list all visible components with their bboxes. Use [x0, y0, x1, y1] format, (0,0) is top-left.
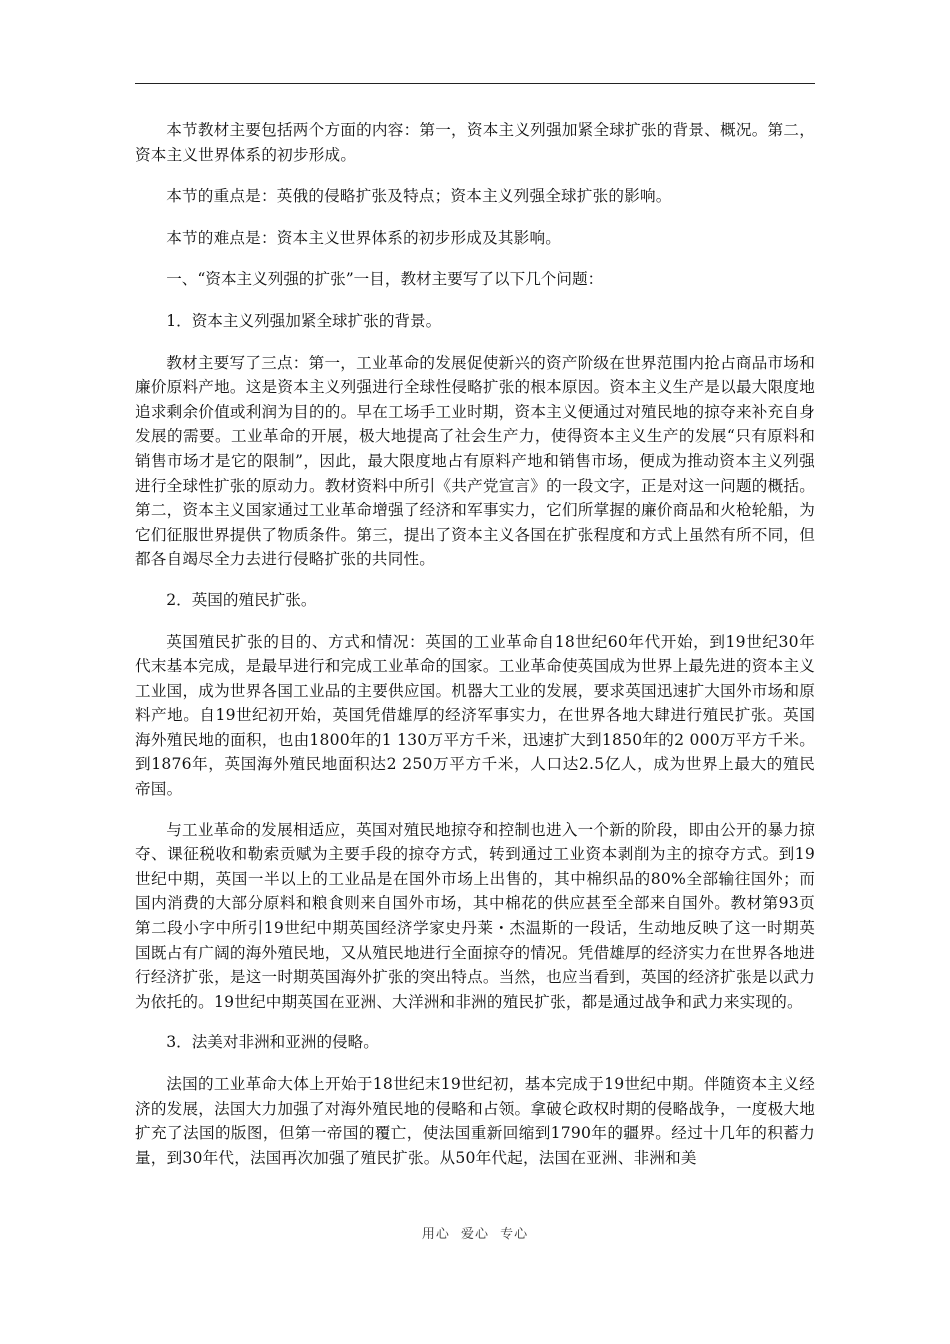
subheading-background: 1．资本主义列强加紧全球扩张的背景。 [166, 311, 442, 330]
intro-paragraph: 本节教材主要包括两个方面的内容：第一，资本主义列强加紧全球扩张的背景、概况。第二，资本主义世界体系的初步形成。 [135, 121, 815, 164]
background-paragraph: 教材主要写了三点：第一，工业革命的发展促使新兴的资产阶级在世界范围内抢占商品市场和廉价原料产地。这是资本主义列强进行全球性侵略扩张的根本原因。资本主义生产是以最大限度地追求剩余价值或利润为目的的。早在工场手工业时期，资本主义便通过对殖民地的掠夺来补充自身发展的需要。工业革命的开展，极大地提高了社会生产力，使得资本主义生产的发展“只有原料和销售市场才是它的限制”，因此，最大限度地占有原料产地和销售市场，便成为推动资本主义列强进行全球性扩张的原动力。教材资料中所引《共产党宣言》的一段文字，正是对这一问题的概括。第二，资本主义国家通过工业革命增强了经济和军事实力，它们所掌握的廉价商品和火枪轮船，为它们征服世界提供了物质条件。第三，提出了资本主义各国在扩张程度和方式上虽然有所不同，但都各自竭尽全力去进行侵略扩张的共同性。 [135, 353, 815, 569]
france-paragraph: 法国的工业革命大体上开始于18世纪末19世纪初，基本完成于19世纪中期。伴随资本主义经济的发展，法国大力加强了对海外殖民地的侵略和占领。拿破仑政权时期的侵略战争，一度极大地扩充了法国的版图，但第一帝国的覆亡，使法国重新回缩到1790年的疆界。经过十几年的积蓄力量，到30年代，法国再次加强了殖民扩张。从50年代起，法国在亚洲、非洲和美 [135, 1075, 815, 1167]
subheading-france-us: 3．法美对非洲和亚洲的侵略。 [166, 1033, 379, 1052]
section-heading-1: 一、“资本主义列强的扩张”一目，教材主要写了以下几个问题： [166, 270, 604, 289]
difficult-points-paragraph: 本节的难点是：资本主义世界体系的初步形成及其影响。 [166, 228, 562, 247]
header-rule [135, 83, 815, 84]
britain-paragraph-1: 英国殖民扩张的目的、方式和情况：英国的工业革命自18世纪60年代开始，到19世纪30年代末基本完成，是最早进行和完成工业革命的国家。工业革命使英国成为世界上最先进的资本主义工业国，成为世界各国工业品的主要供应国。机器大工业的发展，要求英国迅速扩大国外市场和原料产地。自19世纪初开始，英国凭借雄厚的经济军事实力，在世界各地大肆进行殖民扩张。英国海外殖民地的面积，也由1800年的1 130万平方千米，迅速扩大到1850年的2 000万平方千米。到1876年，英国海外殖民地面积达2 250万平方千米，人口达2.5亿人，成为世界上最大的殖民帝国。 [135, 632, 815, 799]
subheading-britain: 2．英国的殖民扩张。 [166, 590, 317, 609]
document-body [135, 118, 815, 1186]
britain-paragraph-2: 与工业革命的发展相适应，英国对殖民地掠夺和控制也进入一个新的阶段，即由公开的暴力掠夺、课征税收和勒索贡赋为主要手段的掠夺方式，转到通过工业资本剥削为主的掠夺方式。到19世纪中期，英国一半以上的工业品是在国外市场上出售的，其中棉织品的80%全部输往国外；而国内消费的大部分原料和粮食则来自国外市场，其中棉花的供应甚至全部来自国外。教材第93页第二段小字中所引19世纪中期英国经济学家史丹莱・杰温斯的一段话，生动地反映了这一时期英国既占有广阔的海外殖民地，又从殖民地进行全面掠夺的情况。凭借雄厚的经济实力在世界各地进行经济扩张，是这一时期英国海外扩张的突出特点。当然，也应当看到，英国的经济扩张是以武力为依托的。19世纪中期英国在亚洲、大洋洲和非洲的殖民扩张，都是通过战争和武力来实现的。 [135, 820, 815, 1011]
page-footer: 用心 爱心 专心 [421, 1227, 529, 1242]
key-points-paragraph: 本节的重点是：英俄的侵略扩张及特点；资本主义列强全球扩张的影响。 [166, 187, 672, 206]
